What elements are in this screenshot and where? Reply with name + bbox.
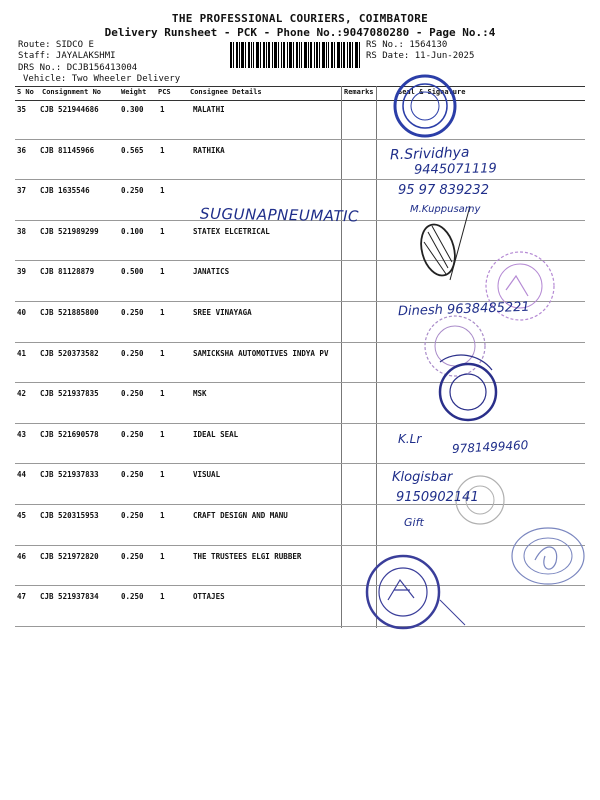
table-row — [15, 343, 585, 384]
table-row — [15, 99, 585, 140]
col-seal-signature: Seal & Signature — [398, 88, 466, 96]
table-row — [15, 464, 585, 505]
row-consignee: JANATICS — [193, 267, 230, 277]
row-consignee: STATEX ELCETRICAL — [193, 226, 270, 236]
rs-number: RS No.: 1564130 — [366, 40, 448, 50]
row-consignment-no: CJB 521944686 — [40, 105, 99, 114]
row-weight: 0.250 — [121, 308, 144, 317]
row-consignee: CRAFT DESIGN AND MANU — [193, 511, 288, 520]
table-row — [15, 383, 585, 424]
row-pcs: 1 — [160, 511, 165, 520]
row-pcs: 1 — [160, 186, 165, 196]
row-consignee: SAMICKSHA AUTOMOTIVES INDYA PV — [193, 348, 329, 358]
table-row — [15, 546, 585, 587]
row-weight: 0.565 — [121, 145, 144, 155]
row-pcs: 1 — [160, 267, 165, 277]
row-pcs: 1 — [160, 592, 165, 602]
handwriting-r43-sig: K.Lr — [398, 432, 422, 446]
row-weight: 0.250 — [121, 348, 144, 358]
handwriting-r43-phone: 9781499460 — [451, 438, 529, 456]
row-consignment-no: CJB 520315953 — [40, 511, 99, 520]
handwriting-r40: Dinesh 9638485221 — [397, 299, 530, 320]
row-weight: 0.100 — [121, 226, 144, 236]
row-sno: 40 — [17, 308, 27, 317]
runsheet-subtitle: Delivery Runsheet - PCK - Phone No.:9047080280 - Page No.:4 — [104, 26, 496, 39]
row-consignment-no: CJB 521937834 — [40, 592, 99, 602]
row-pcs: 1 — [160, 348, 165, 358]
row-consignee: OTTAJES — [193, 592, 225, 602]
row-sno: 38 — [17, 226, 27, 236]
row-weight: 0.250 — [121, 551, 144, 561]
col-consignee: Consignee Details — [190, 88, 262, 96]
row-sno: 46 — [17, 551, 27, 561]
table-row — [15, 586, 585, 627]
row-sno: 45 — [17, 511, 27, 520]
row-consignment-no: CJB 521972820 — [40, 551, 99, 561]
table-row — [15, 221, 585, 262]
row-weight: 0.250 — [121, 511, 144, 520]
row-pcs: 1 — [160, 308, 165, 317]
row-consignee: SREE VINAYAGA — [193, 308, 252, 317]
row-consignment-no: CJB 521937835 — [40, 389, 99, 399]
table-row — [15, 140, 585, 181]
row-weight: 0.250 — [121, 429, 144, 439]
table-row — [15, 505, 585, 546]
row-sno: 39 — [17, 267, 27, 277]
vehicle-label: Vehicle: Two Wheeler Delivery — [23, 74, 181, 84]
row-consignment-no: CJB 81128879 — [40, 267, 95, 277]
row-pcs: 1 — [160, 226, 165, 236]
row-sno: 44 — [17, 470, 27, 480]
row-weight: 0.250 — [121, 470, 144, 480]
row-sno: 35 — [17, 105, 27, 114]
col-remarks: Remarks — [344, 88, 374, 96]
row-pcs: 1 — [160, 429, 165, 439]
row-sno: 41 — [17, 348, 27, 358]
col-sno: S No — [17, 88, 34, 96]
row-consignee: THE TRUSTEES ELGI RUBBER — [193, 551, 302, 561]
drs-label: DRS No.: DCJB156413004 — [18, 63, 138, 73]
row-consignment-no: CJB 521937833 — [40, 470, 99, 480]
barcode — [230, 42, 360, 68]
handwriting-r37-consignee: SUGUNAPNEUMATIC — [199, 204, 360, 226]
row-weight: 0.250 — [121, 186, 144, 196]
row-sno: 42 — [17, 389, 27, 399]
row-sno: 36 — [17, 145, 27, 155]
row-consignment-no: CJB 1635546 — [40, 186, 90, 196]
row-sno: 37 — [17, 186, 27, 196]
row-consignment-no: CJB 520373582 — [40, 348, 99, 358]
rs-date: RS Date: 11-Jun-2025 — [366, 51, 475, 61]
handwriting-r36-name: R.Srividhya — [389, 144, 470, 164]
handwriting-r45-sig: Gift — [404, 516, 424, 529]
row-consignment-no: CJB 521885800 — [40, 308, 99, 317]
row-weight: 0.250 — [121, 592, 144, 602]
row-sno: 43 — [17, 429, 27, 439]
row-sno: 47 — [17, 592, 27, 602]
row-consignment-no: CJB 521989299 — [40, 226, 99, 236]
row-consignee: IDEAL SEAL — [193, 429, 239, 439]
row-pcs: 1 — [160, 551, 165, 561]
row-pcs: 1 — [160, 145, 165, 155]
row-pcs: 1 — [160, 470, 165, 480]
col-pcs: PCS — [158, 88, 171, 96]
staff-label: Staff: JAYALAKSHMI — [18, 51, 116, 61]
row-pcs: 1 — [160, 105, 165, 114]
row-consignment-no: CJB 81145966 — [40, 145, 95, 155]
handwriting-r37-name: M.Kuppusamy — [410, 204, 481, 215]
handwriting-r44-name: Klogisbar — [392, 470, 453, 485]
row-consignee: RATHIKA — [193, 145, 225, 155]
row-consignee: VISUAL — [193, 470, 221, 480]
handwriting-r37-phone: 95 97 839232 — [398, 183, 489, 198]
col-consignment: Consignment No — [42, 88, 102, 96]
row-weight: 0.250 — [121, 389, 144, 399]
col-weight: Weight — [121, 88, 147, 96]
route-label: Route: SIDCO E — [18, 40, 94, 50]
row-consignee: MSK — [193, 389, 207, 399]
handwriting-r44-phone: 9150902141 — [396, 490, 479, 505]
row-weight: 0.300 — [121, 105, 144, 114]
table-row — [15, 261, 585, 302]
row-consignee: MALATHI — [193, 105, 225, 114]
handwriting-r36-phone: 9445071119 — [413, 161, 497, 178]
row-consignment-no: CJB 521690578 — [40, 429, 99, 439]
row-weight: 0.500 — [121, 267, 144, 277]
company-title: THE PROFESSIONAL COURIERS, COIMBATORE — [171, 12, 429, 25]
row-pcs: 1 — [160, 389, 165, 399]
